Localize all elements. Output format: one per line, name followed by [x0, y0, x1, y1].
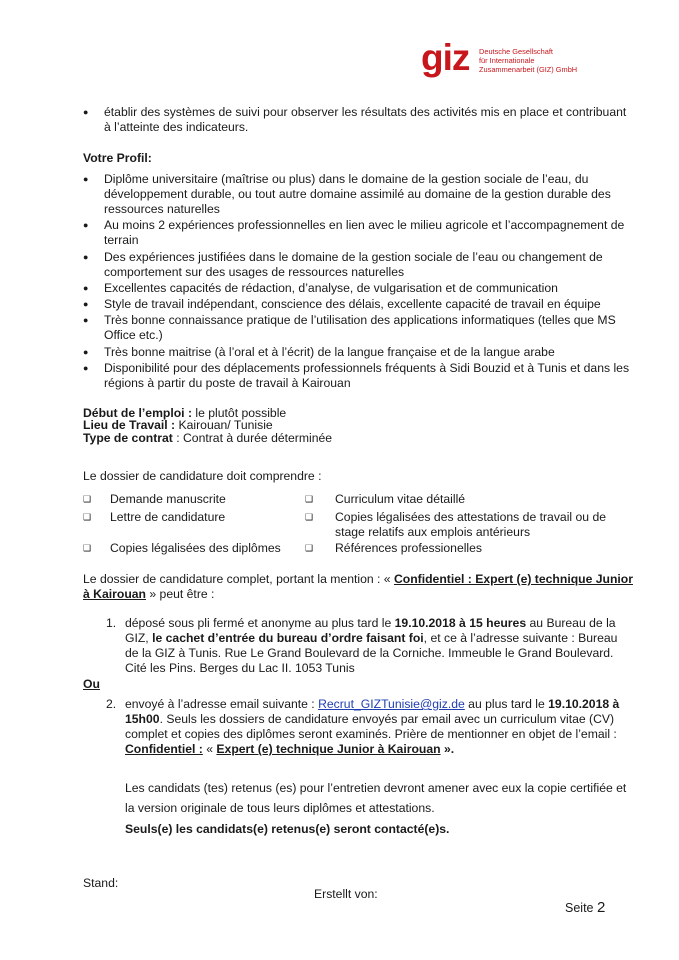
checkbox-icon: ❑: [83, 512, 92, 522]
option-number: 2.: [106, 697, 117, 711]
profile-heading: Votre Profil:: [83, 151, 152, 165]
checkbox-icon: ❑: [83, 494, 92, 504]
bullet-icon: ●: [83, 363, 89, 373]
profile-item-line: développement durable, ou tout autre domaine assimilé au domaine de la gestion durable des: [104, 187, 611, 201]
intro-bullet-line: à l’atteinte des indicateurs.: [104, 120, 249, 134]
profile-item-line: Diplôme universitaire (maîtrise ou plus) dans le domaine de la gestion sociale de l’eau, du: [104, 172, 589, 186]
bullet-icon: ●: [83, 252, 89, 262]
logo-wordmark: giz: [421, 37, 470, 78]
checkbox-icon: ❑: [305, 494, 314, 504]
profile-item-line: terrain: [104, 233, 139, 247]
bullet-icon: ●: [83, 299, 89, 309]
bullet-icon: ●: [83, 174, 89, 184]
option1-line: GIZ, le cachet d’entrée du bureau d’ordre faisant foi, et ce à l’adresse suivante : Bureau: [125, 631, 618, 645]
dossier-item: stage relatifs aux emplois antérieurs: [335, 525, 531, 539]
checkbox-icon: ❑: [305, 543, 314, 553]
footer-erstellt: Erstellt von:: [314, 887, 378, 901]
submission-intro: à Kairouan » peut être :: [83, 587, 215, 601]
intro-bullet-line: établir des systèmes de suivi pour observer les résultats des activités mis en place et contribuant: [104, 105, 627, 119]
dossier-item: Références professionelles: [335, 541, 483, 555]
option1-line: déposé sous pli fermé et anonyme au plus tard le 19.10.2018 à 15 heures au Bureau de la: [125, 616, 616, 630]
option2-line: 15h00. Seuls les dossiers de candidature envoyés par email avec un curriculum vitae (CV): [125, 712, 615, 726]
job-contract: Type de contrat : Contrat à durée déterminée: [83, 431, 333, 445]
dossier-item: Lettre de candidature: [110, 510, 226, 524]
dossier-item: Demande manuscrite: [110, 492, 226, 506]
submission-intro: Le dossier de candidature complet, portant la mention : « Confidentiel : Expert (e) technique Junior: [83, 572, 633, 586]
job-place: Lieu de Travail : Kairouan/ Tunisie: [83, 418, 273, 432]
profile-item-line: Au moins 2 expériences professionnelles en lien avec le milieu agricole et l’accompagnement de: [104, 218, 625, 232]
giz-logo: [421, 37, 596, 78]
profile-item-line: Disponibilité pour des déplacements professionnels fréquents à Sidi Bouzid et à Tunis et dans les: [104, 361, 630, 375]
or-label: Ou: [83, 677, 100, 691]
checkbox-icon: ❑: [83, 543, 92, 553]
bullet-icon: ●: [83, 220, 89, 230]
dossier-item: Copies légalisées des attestations de travail ou de: [335, 510, 606, 524]
option2-line: envoyé à l’adresse email suivante : Recrut_GIZTunisie@giz.de au plus tard le 19.10.2018 à: [125, 697, 620, 711]
closing-line: Les candidats (tes) retenus (es) pour l’entretien devront amener avec eux la copie certifiée et: [125, 781, 627, 795]
dossier-item: Copies légalisées des diplômes: [110, 541, 281, 555]
option2-line: Confidentiel : « Expert (e) technique Junior à Kairouan ».: [125, 742, 455, 756]
job-start: Début de l’emploi : le plutôt possible: [83, 406, 287, 420]
option1-line: de la GIZ à Tunis. Rue Le Grand Boulevard de la Corniche. Immeuble le Grand Boulevard.: [125, 646, 614, 660]
org-name: Deutsche Gesellschaft für Internationale Zusammenarbeit (GIZ) GmbH: [479, 47, 578, 74]
dossier-intro: Le dossier de candidature doit comprendre :: [83, 469, 322, 483]
profile-item-line: Style de travail indépendant, conscience des délais, excellente capacité de travail en équipe: [104, 297, 601, 311]
option-number: 1.: [106, 616, 117, 630]
closing-line: la version originale de tous leurs diplômes et attestations.: [125, 801, 435, 815]
bullet-icon: ●: [83, 107, 89, 117]
profile-item-line: ressources naturelles: [104, 202, 220, 216]
dossier-item: Curriculum vitae détaillé: [335, 492, 466, 506]
page-number: Seite 2: [565, 899, 606, 916]
bullet-icon: ●: [83, 315, 89, 325]
profile-item-line: Très bonne maitrise (à l’oral et à l’écrit) de la langue française et de la langue arabe: [104, 345, 555, 359]
email-link[interactable]: Recrut_GIZTunisie@giz.de: [318, 697, 465, 711]
profile-item-line: Très bonne connaissance pratique de l’utilisation des applications informatiques (telles que MS: [104, 313, 616, 327]
profile-item-line: Des expériences justifiées dans le domaine de la gestion sociale de l’eau ou changement de: [104, 250, 603, 264]
profile-item-line: comportement sur des usages de ressources naturelles: [104, 265, 405, 279]
footer-stand: Stand:: [83, 876, 119, 890]
closing-note: Seuls(e) les candidats(e) retenus(e) seront contacté(e)s.: [125, 822, 450, 836]
option1-line: Cité les Pins. Berges du Lac II. 1053 Tunis: [125, 661, 355, 675]
profile-item-line: Office etc.): [104, 328, 163, 342]
bullet-icon: ●: [83, 347, 89, 357]
checkbox-icon: ❑: [305, 512, 314, 522]
option2-line: complet et copies des diplômes seront examinés. Prière de mentionner en objet de l’email :: [125, 727, 617, 741]
profile-item-line: régions à partir du poste de travail à Kairouan: [104, 376, 351, 390]
bullet-icon: ●: [83, 283, 89, 293]
profile-item-line: Excellentes capacités de rédaction, d’analyse, de vulgarisation et de communication: [104, 281, 558, 295]
